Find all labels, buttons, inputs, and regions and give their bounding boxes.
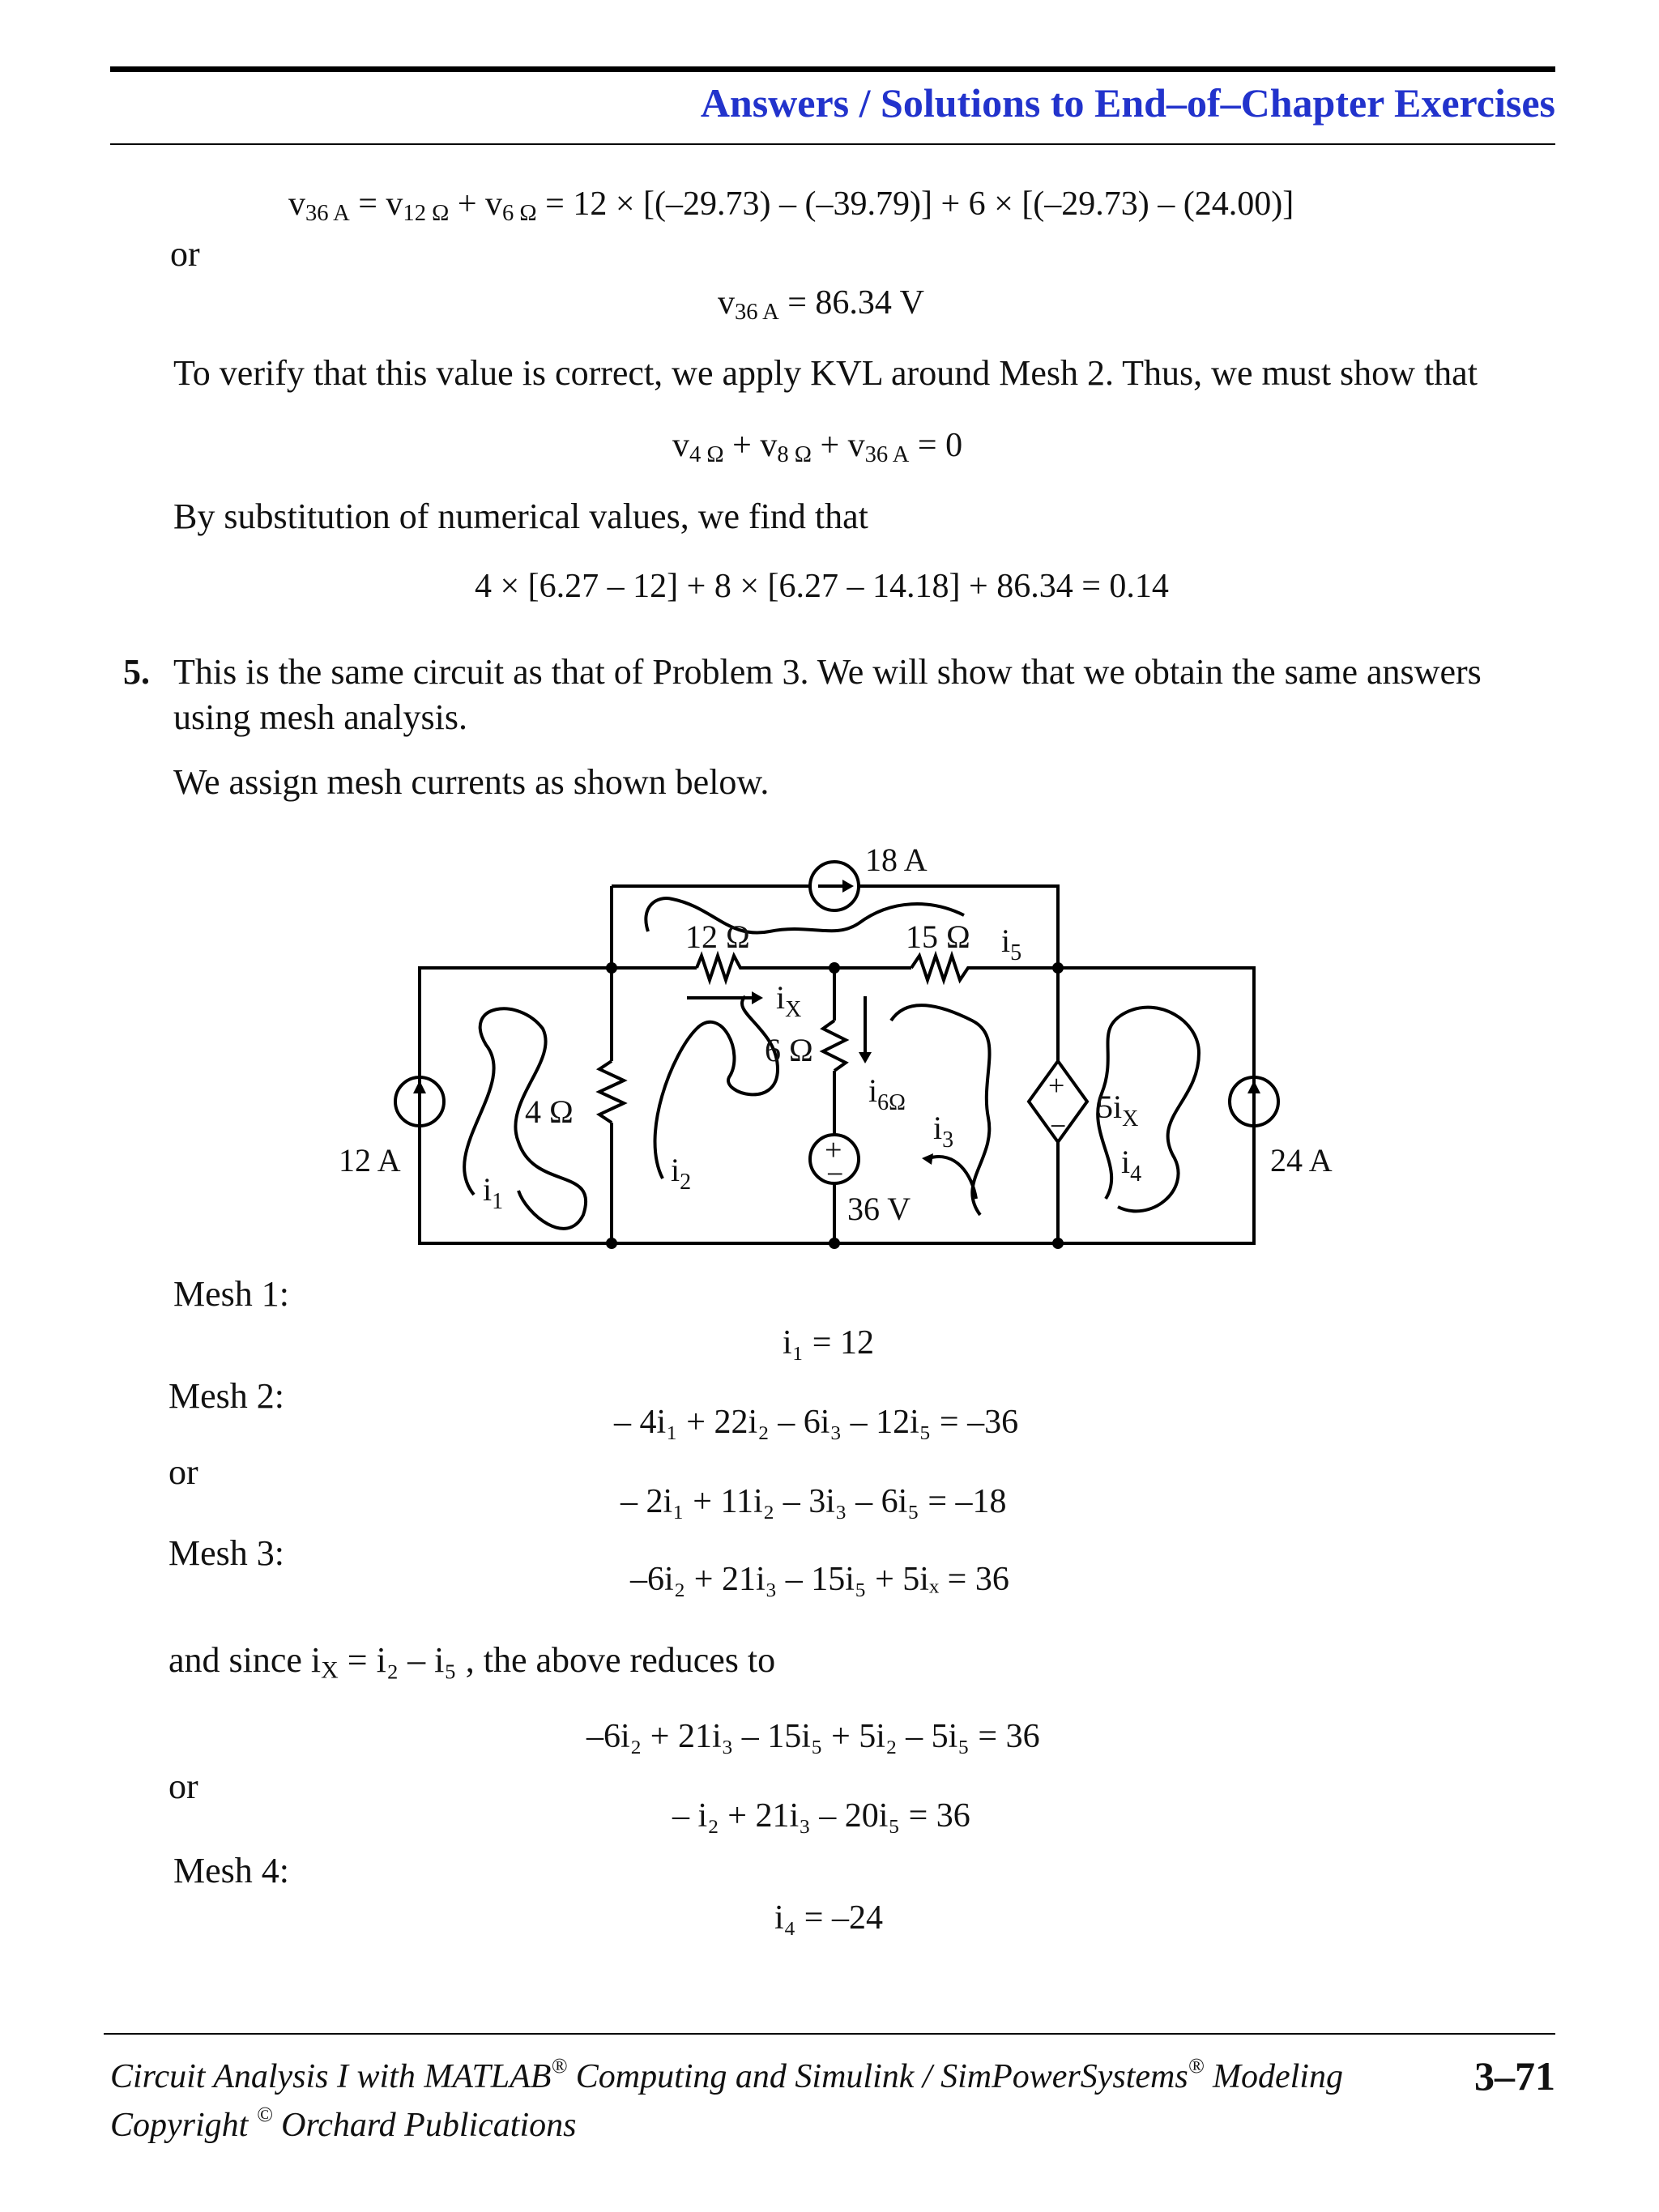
label-ix: $i_X$: [776, 979, 802, 1022]
footer-rule: [104, 2033, 1555, 2035]
paragraph-assign-mesh: We assign mesh currents as shown below.: [173, 762, 770, 802]
label-36v-plus: +: [825, 1133, 842, 1167]
label-i4: $i_4$: [1121, 1144, 1142, 1187]
label-36v-minus: −: [826, 1157, 844, 1191]
label-v36: 36 V: [847, 1191, 911, 1227]
label-i2: $i_2$: [671, 1152, 692, 1195]
label-source-12a: 12 A: [339, 1142, 401, 1178]
mesh2-label: Mesh 2:: [168, 1376, 284, 1416]
problem-number: 5.: [123, 652, 150, 692]
mesh3-label: Mesh 3:: [168, 1533, 284, 1573]
page-number: 3–71: [1474, 2053, 1555, 2099]
paragraph-verify: To verify that this value is correct, we apply KVL around Mesh 2. Thus, we must show that: [173, 353, 1478, 393]
or-text-3: or: [168, 1767, 198, 1806]
label-source-24a: 24 A: [1270, 1142, 1333, 1178]
mesh4-label: Mesh 4:: [173, 1851, 289, 1890]
problem5-line2: using mesh analysis.: [173, 697, 467, 737]
page-header-title: Answers / Solutions to End–of–Chapter Exercises: [700, 80, 1555, 126]
equation-v36-result: $v_{36 A} = 86.34$ V: [718, 284, 924, 326]
mesh3-equation-final: – i₂ + 21i₃ – 20i₅ = 36: [672, 1797, 970, 1835]
mesh1-label: Mesh 1:: [173, 1274, 289, 1314]
footer-copyright: Copyright © Orchard Publications: [110, 2102, 577, 2144]
label-i6: $i_{6\Omega}$: [868, 1072, 906, 1115]
equation-v36-expansion: $v_{36 A} = v_{12 \Omega} + v_{6 \Omega} = 12 \times [(-29.73) - (-39.79)] + 6 \times [(-29.73) - (24.00)]$: [288, 185, 1294, 227]
mesh1-equation: i₁ = 12: [783, 1324, 874, 1362]
label-r4: 4 Ω: [525, 1093, 574, 1130]
label-i5: $i_5$: [1001, 923, 1022, 965]
label-i1: $i_1$: [483, 1171, 504, 1214]
label-dep-plus: +: [1048, 1069, 1065, 1102]
label-r12: 12 Ω: [685, 918, 750, 955]
mesh3-equation: –6i₂ + 21i₃ – 15i₅ + 5iₓ = 36: [630, 1561, 1009, 1598]
equation-numerical-check: 4 × [6.27 – 12] + 8 × [6.27 – 14.18] + 86.34 = 0.14: [475, 568, 1169, 605]
mesh4-equation: i₄ = –24: [774, 1899, 883, 1937]
equation-kvl-mesh2: $v_{4 \Omega} + v_{8 \Omega} + v_{36 A} = 0$: [672, 427, 963, 468]
label-r6: 6 Ω: [765, 1032, 813, 1068]
label-dependent-source: $5i_X$: [1097, 1089, 1139, 1132]
footer-book-title: Circuit Analysis I with MATLAB® Computing and Simulink / SimPowerSystems® Modeling: [110, 2053, 1343, 2095]
paragraph-substitution: By substitution of numerical values, we find that: [173, 497, 868, 536]
or-text-2: or: [168, 1452, 198, 1492]
label-dep-minus: −: [1050, 1110, 1067, 1142]
mesh2-equation: – 4i₁ + 22i₂ – 6i₃ – 12i₅ = –36: [614, 1404, 1019, 1441]
mesh2-equation-simplified: – 2i₁ + 11i₂ – 3i₃ – 6i₅ = –18: [621, 1483, 1007, 1520]
label-i3: $i_3$: [933, 1110, 954, 1153]
label-source-18a: 18 A: [865, 842, 928, 878]
paragraph-since-ix: and since $i_X = i_2 - i_5$ , the above reduces to: [168, 1640, 776, 1684]
problem5-line1: This is the same circuit as that of Problem 3. We will show that we obtain the same answers: [173, 652, 1482, 692]
label-r15: 15 Ω: [906, 918, 970, 955]
or-text: or: [170, 234, 200, 274]
mesh3-equation-substituted: –6i₂ + 21i₃ – 15i₅ + 5i₂ – 5i₅ = 36: [586, 1718, 1040, 1755]
